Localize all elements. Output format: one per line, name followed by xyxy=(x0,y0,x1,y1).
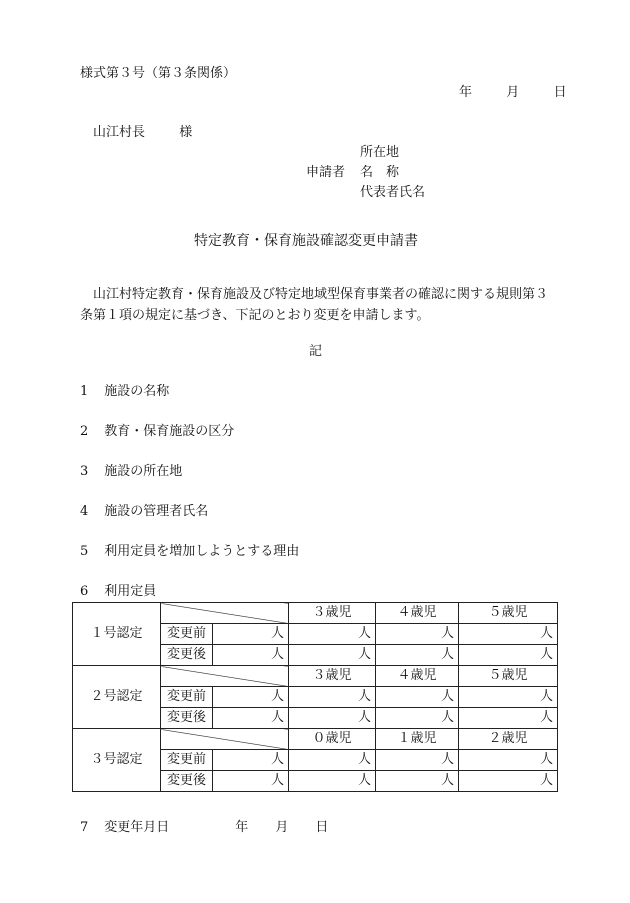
body-paragraph xyxy=(80,284,556,326)
item-label: 利用定員 xyxy=(104,584,157,599)
unit-cell: 人 xyxy=(376,645,459,666)
item-number: 4 xyxy=(80,504,89,519)
unit-cell: 人 xyxy=(459,645,558,666)
category-cell: ３号認定 xyxy=(73,729,161,792)
unit-cell: 人 xyxy=(289,687,376,708)
age-header: ３歳児 xyxy=(289,666,376,687)
unit-cell: 人 xyxy=(213,687,289,708)
item-number: 2 xyxy=(80,424,89,439)
addressee-name: 山江村長 xyxy=(93,125,146,140)
age-header: ４歳児 xyxy=(376,603,459,624)
list-item xyxy=(80,544,299,560)
item-label: 変更年月日 xyxy=(104,820,170,835)
addressee xyxy=(93,125,192,141)
unit-cell: 人 xyxy=(376,624,459,645)
date-year: 年 xyxy=(459,85,473,100)
date-line xyxy=(459,85,567,101)
age-header: １歳児 xyxy=(376,729,459,750)
applicant-address-label: 所在地 xyxy=(360,145,400,160)
table-header-row xyxy=(73,603,558,624)
age-header: ２歳児 xyxy=(459,729,558,750)
after-label: 変更後 xyxy=(161,708,213,729)
list-item xyxy=(80,584,156,600)
unit-cell: 人 xyxy=(289,750,376,771)
item-number: 6 xyxy=(80,584,89,599)
category-cell: ２号認定 xyxy=(73,666,161,729)
age-header: ５歳児 xyxy=(459,666,558,687)
age-header: ４歳児 xyxy=(376,666,459,687)
unit-cell: 人 xyxy=(459,708,558,729)
change-month: 月 xyxy=(275,820,289,835)
item-number: 1 xyxy=(80,384,89,399)
unit-cell: 人 xyxy=(289,624,376,645)
age-header: ３歳児 xyxy=(289,603,376,624)
unit-cell: 人 xyxy=(213,624,289,645)
addressee-honorific: 様 xyxy=(179,125,193,140)
item-number: 5 xyxy=(80,544,89,559)
diagonal-cell xyxy=(161,603,289,624)
after-label: 変更後 xyxy=(161,645,213,666)
unit-cell: 人 xyxy=(376,771,459,792)
after-label: 変更後 xyxy=(161,771,213,792)
item-label: 施設の所在地 xyxy=(104,464,183,479)
item-number: 3 xyxy=(80,464,89,479)
change-day: 日 xyxy=(315,820,329,835)
applicant-name-label: 名 称 xyxy=(360,165,400,180)
item-label: 施設の管理者氏名 xyxy=(104,504,209,519)
age-header: ５歳児 xyxy=(459,603,558,624)
form-number: 様式第３号（第３条関係） xyxy=(80,66,237,81)
unit-cell: 人 xyxy=(213,645,289,666)
item-label: 施設の名称 xyxy=(104,384,170,399)
unit-cell: 人 xyxy=(376,708,459,729)
applicant-label: 申請者 xyxy=(306,165,346,180)
unit-cell: 人 xyxy=(376,687,459,708)
item-label: 利用定員を増加しようとする理由 xyxy=(104,544,300,559)
document-title: 特定教育・保育施設確認変更申請書 xyxy=(194,233,418,249)
change-year: 年 xyxy=(235,820,249,835)
diagonal-cell xyxy=(161,666,289,687)
unit-cell: 人 xyxy=(459,771,558,792)
table-header-row xyxy=(73,729,558,750)
list-item xyxy=(80,504,208,520)
unit-cell: 人 xyxy=(213,708,289,729)
item-label: 教育・保育施設の区分 xyxy=(104,424,235,439)
unit-cell: 人 xyxy=(289,645,376,666)
table-header-row xyxy=(73,666,558,687)
unit-cell: 人 xyxy=(289,771,376,792)
capacity-table xyxy=(72,602,558,792)
unit-cell: 人 xyxy=(213,750,289,771)
list-item xyxy=(80,464,182,480)
before-label: 変更前 xyxy=(161,624,213,645)
before-label: 変更前 xyxy=(161,687,213,708)
body-text: 山江村特定教育・保育施設及び特定地域型保育事業者の確認に関する規則第３条第１項の規定に基づき、下記のとおり変更を申請します。 xyxy=(80,287,549,323)
age-header: ０歳児 xyxy=(289,729,376,750)
unit-cell: 人 xyxy=(459,624,558,645)
unit-cell: 人 xyxy=(459,687,558,708)
list-item xyxy=(80,424,234,440)
applicant-rep-label: 代表者氏名 xyxy=(360,185,426,200)
unit-cell: 人 xyxy=(376,750,459,771)
date-month: 月 xyxy=(506,85,520,100)
unit-cell: 人 xyxy=(213,771,289,792)
ki-heading: 記 xyxy=(309,344,323,359)
before-label: 変更前 xyxy=(161,750,213,771)
unit-cell: 人 xyxy=(459,750,558,771)
category-cell: １号認定 xyxy=(73,603,161,666)
date-day: 日 xyxy=(553,85,567,100)
unit-cell: 人 xyxy=(289,708,376,729)
list-item xyxy=(80,384,169,400)
item-number: 7 xyxy=(80,820,89,835)
list-item-change-date xyxy=(80,820,328,836)
diagonal-cell xyxy=(161,729,289,750)
